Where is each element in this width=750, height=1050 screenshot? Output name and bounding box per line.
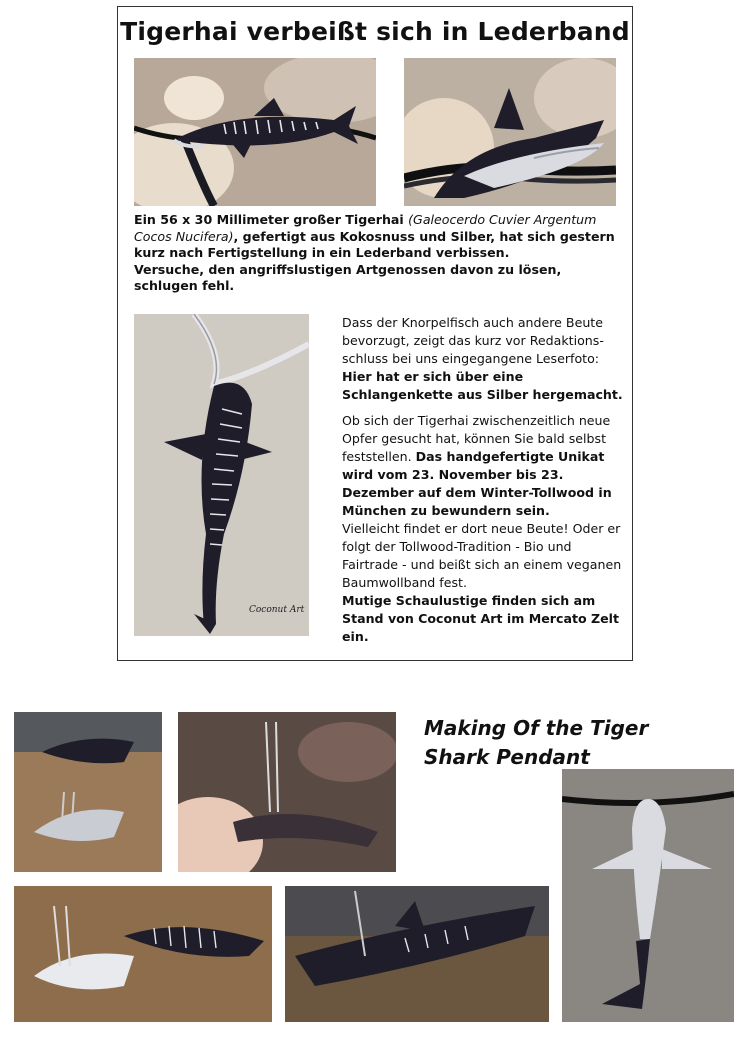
photo-making-1 — [14, 712, 162, 872]
caption-species-name: (Galeocerdo Cuvier Argentum Cocos Nucifera) — [134, 212, 597, 244]
photo-making-2 — [178, 712, 396, 872]
body-paragraph-1 — [342, 314, 624, 404]
photo-caption — [134, 212, 622, 295]
body-p2-normal: Ob sich der Tigerhai zwischenzeitlich neue Opfer gesucht hat, können Sie bald selbst feststellen. — [342, 413, 611, 464]
making-of-heading: Making Of the Tiger Shark Pendant — [424, 716, 649, 769]
photo-shark-biting-band — [404, 58, 616, 206]
body-p2-bold: Das handgefertigte Unikat wird vom 23. November bis 23. Dezember auf dem Winter-Tollwood in München zu bewundern sein. — [342, 449, 612, 518]
photo-making-4 — [14, 886, 272, 1022]
coconut-art-logo: Coconut Art — [249, 605, 305, 615]
photo-shark-on-chain — [134, 314, 309, 636]
photo-making-5 — [285, 886, 549, 1022]
caption-text-part2: , gefertigt aus Kokosnuss und Silber, hat sich gestern kurz nach Fertigstellung in ein Lederband verbissen. — [134, 228, 615, 260]
article-body — [342, 314, 624, 646]
article-title: Tigerhai verbeißt sich in Lederband — [120, 17, 630, 46]
body-p1-normal: Dass der Knorpelfisch auch andere Beute bevorzugt, zeigt das kurz vor Redaktions-schluss bei uns eingegangene Leserfoto: — [342, 315, 604, 366]
body-p1-bold: Hier hat er sich über eine Schlangenkette aus Silber hergemacht. — [342, 369, 623, 402]
caption-text-line2: Versuche, den angriffslustigen Artgenossen davon zu lösen, schlugen fehl. — [134, 261, 562, 293]
body-paragraph-2 — [342, 412, 624, 520]
body-paragraph-3: Vielleicht findet er dort neue Beute! Oder er folgt der Tollwood-Tradition - Bio und Fairtrade - und beißt sich an einem veganen Baumwollband fest. — [342, 521, 622, 590]
photo-shark-on-coral — [134, 58, 376, 206]
body-paragraph-4: Mutige Schaulustige finden sich am Stand von Coconut Art im Mercato Zelt ein. — [342, 593, 620, 644]
photo-making-3 — [562, 769, 734, 1022]
caption-text-part1: Ein 56 x 30 Millimeter großer Tigerhai — [134, 212, 409, 227]
